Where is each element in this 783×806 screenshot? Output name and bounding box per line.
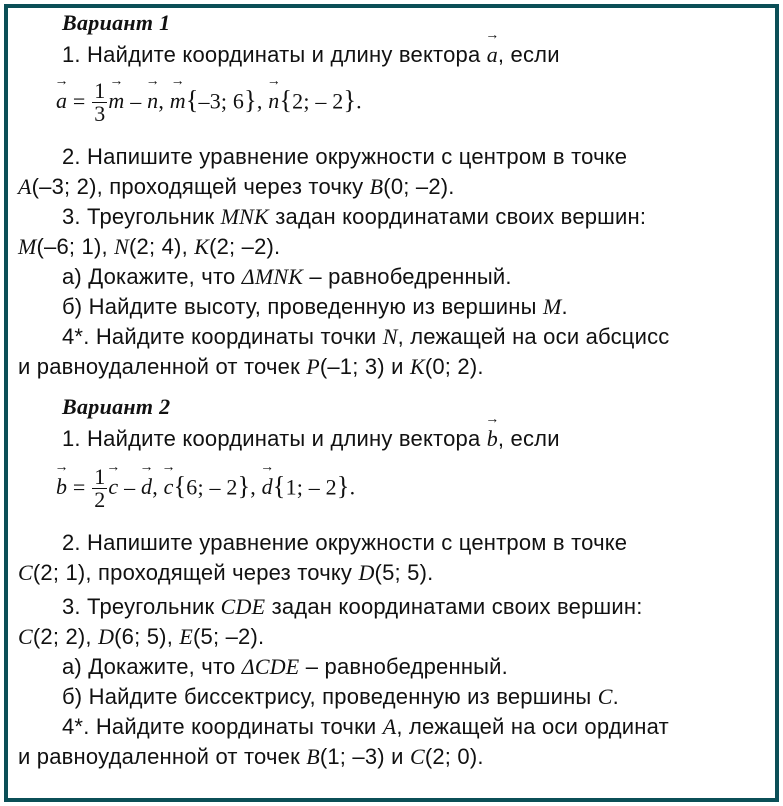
- v2-formula-vec2: → d: [139, 460, 154, 500]
- v1-task1-vector: → a: [485, 28, 500, 67]
- v2-formula-minus: –: [118, 474, 141, 500]
- v2-formula-fraction: $\frac{1}{2}$: [94, 464, 106, 512]
- v2-formula-eq: =: [67, 474, 92, 500]
- v1-task3-part-a: а) Докажите, что ΔMNK – равнобедренный.: [62, 264, 512, 289]
- v1-task3-triangle: MNK: [220, 204, 269, 229]
- v2-task1-formula: → b = $\frac{1}{2}$ → c – → d, → c{6; – 2}, → d{1; – 2}.: [54, 460, 356, 512]
- v1-task2-line1: 2. Напишите уравнение окружности с центром в точке: [62, 144, 628, 169]
- v1-task2-line2: A(–3; 2), проходящей через точку B(0; –2).: [18, 174, 455, 199]
- v1-task1-formula: → a = $\frac{1}{3}$ → m – → n, → m{–3; 6}, → n{2; – 2}.: [54, 74, 362, 126]
- v2-task1-text: 1. Найдите координаты и длину вектора: [62, 426, 487, 451]
- v2-task2-line2: C(2; 1), проходящей через точку D(5; 5).: [18, 560, 434, 585]
- v1-task3-line2: M(–6; 1), N(2; 4), K(2; –2).: [18, 234, 281, 259]
- v1-formula-vec3-coords: –3; 6: [198, 88, 245, 114]
- v2-task2-point-d: D: [358, 560, 375, 585]
- v2-task1-suffix: , если: [497, 426, 560, 451]
- v2-formula-vec1: → c: [106, 460, 121, 500]
- v1-task3-line1: 3. Треугольник MNK задан координатами своих вершин:: [62, 204, 647, 229]
- v2-task3-part-b: б) Найдите биссектрису, проведенную из вершины C.: [62, 684, 619, 709]
- v1-formula-vec4-coords: 2; – 2: [292, 88, 344, 114]
- v2-formula-vec4: → d: [260, 460, 275, 500]
- v2-formula-vec3: → c: [161, 460, 176, 500]
- v1-task3-part-a-triangle: ΔMNK: [241, 264, 304, 289]
- v1-formula-fraction: $\frac{1}{3}$: [94, 78, 106, 126]
- v1-task1-line: [62, 28, 560, 68]
- v1-task2-point-b: B: [369, 174, 384, 199]
- v2-formula-vec3-coords: 6; – 2: [186, 474, 238, 500]
- v1-formula-eq: =: [67, 88, 92, 114]
- v1-task4-line2: и равноудаленной от точек P(–1; 3) и K(0; 2).: [18, 354, 484, 379]
- variant-1-title: Вариант 1: [62, 10, 171, 35]
- v1-task2-point-a: A: [18, 174, 32, 199]
- v2-task1-line: [62, 412, 560, 452]
- v1-formula-vec2: → n: [145, 74, 160, 114]
- v2-task3-triangle: CDE: [220, 594, 266, 619]
- v2-task3-part-a: а) Докажите, что ΔCDE – равнобедренный.: [62, 654, 508, 679]
- v1-formula-vec4: → n: [266, 74, 281, 114]
- v2-task4-line1: 4*. Найдите координаты точки A, лежащей на оси ординат: [62, 714, 669, 739]
- v1-formula-minus: –: [124, 88, 148, 114]
- v2-task2-line1: 2. Напишите уравнение окружности с центром в точке: [62, 530, 628, 555]
- v1-task1-text: 1. Найдите координаты и длину вектора: [62, 42, 487, 67]
- v2-task4-line2: и равноудаленной от точек B(1; –3) и C(2; 0).: [18, 744, 484, 769]
- v1-formula-lhs: → a: [54, 74, 69, 114]
- v2-task3-line1: 3. Треугольник CDE задан координатами своих вершин:: [62, 594, 643, 619]
- v2-task2-point-c: C: [18, 560, 33, 585]
- v1-task3-part-b: б) Найдите высоту, проведенную из вершины M.: [62, 294, 568, 319]
- v2-task1-vector: → b: [485, 412, 500, 451]
- v1-formula-vec3: → m: [169, 74, 186, 114]
- v1-formula-vec1: → m: [108, 74, 125, 114]
- variant-2-title: Вариант 2: [62, 394, 171, 419]
- v1-task1-suffix: , если: [497, 42, 560, 67]
- v2-formula-vec4-coords: 1; – 2: [285, 474, 337, 500]
- v1-task4-line1: 4*. Найдите координаты точки N, лежащей на оси абсцисс: [62, 324, 670, 349]
- v2-task3-part-a-triangle: ΔCDE: [241, 654, 300, 679]
- v2-formula-lhs: → b: [54, 460, 69, 500]
- v2-task3-line2: C(2; 2), D(6; 5), E(5; –2).: [18, 624, 265, 649]
